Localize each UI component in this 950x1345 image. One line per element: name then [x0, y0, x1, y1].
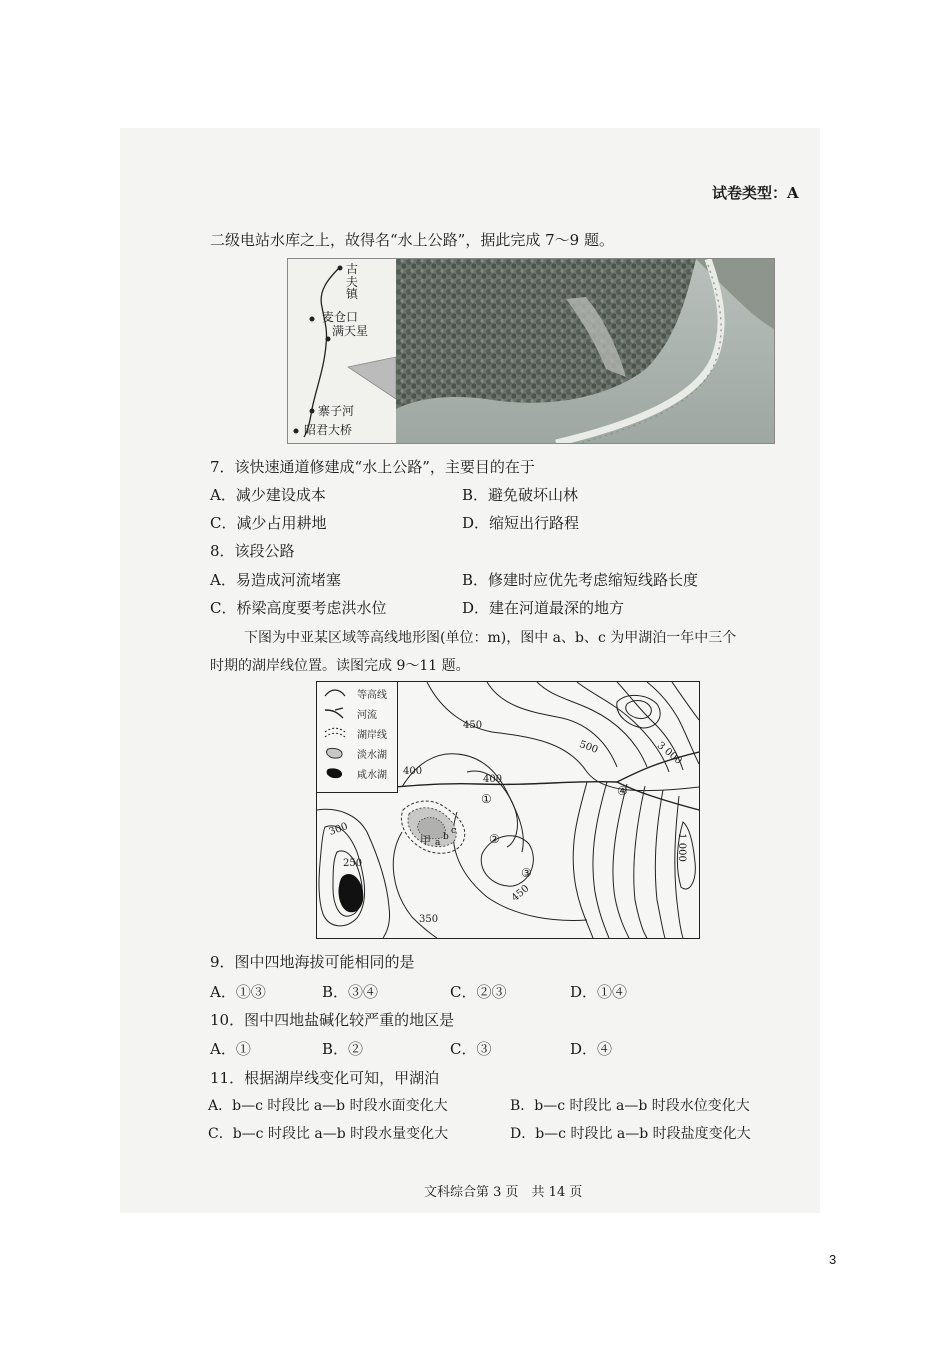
- q7-option-b: B．避免破坏山林: [462, 486, 579, 504]
- shoreline-symbol-icon: [323, 726, 347, 740]
- contour-symbol-icon: [323, 686, 347, 700]
- q7-stem: 7．该快速通道修建成“水上公路”，主要目的在于: [210, 458, 535, 476]
- q8-option-c: C．桥梁高度要考虑洪水位: [210, 599, 387, 617]
- contour-label-300: 300: [327, 821, 350, 838]
- q7-option-a: A．减少建设成本: [210, 486, 326, 504]
- stop-gufu: 古夫镇: [346, 262, 359, 302]
- lake-label-jia: 甲: [420, 834, 431, 847]
- freshwater-lake-icon: [323, 746, 347, 760]
- page-footer: 文科综合第 3 页 共 14 页: [424, 1185, 583, 1200]
- q7-option-d: D．缩短出行路程: [462, 514, 580, 532]
- stop-mantianxing: 满天星: [332, 324, 369, 338]
- route-diagram: [288, 259, 397, 443]
- contour-label-3000: 3 000: [654, 740, 684, 767]
- q8-option-a: A．易造成河流堵塞: [210, 571, 341, 589]
- point-label-3: ③: [521, 866, 532, 880]
- q10-stem: 10．图中四地盐碱化较严重的地区是: [210, 1011, 455, 1029]
- q8-option-b: B．修建时应优先考虑缩短线路长度: [462, 571, 699, 589]
- legend-river: 河流: [323, 706, 347, 720]
- q9-option-c: C．②③: [450, 983, 507, 1001]
- q8-option-d: D．建在河道最深的地方: [462, 599, 625, 617]
- q11-stem: 11．根据湖岸线变化可知，甲湖泊: [210, 1069, 440, 1087]
- lake-label-c: c: [451, 826, 457, 836]
- contour-label-400-left: 400: [403, 766, 423, 777]
- intro-text-1: 二级电站水库之上，故得名“水上公路”，据此完成 7～9 题。: [210, 231, 614, 249]
- point-label-1: ①: [481, 792, 492, 806]
- q10-option-d: D．④: [570, 1040, 613, 1058]
- contour-label-400-mid: 400: [483, 774, 503, 785]
- paper-type-label: 试卷类型：A: [712, 184, 799, 202]
- q9-option-a: A．①③: [210, 983, 266, 1001]
- intro-text-2-line2: 时期的湖岸线位置。读图完成 9～11 题。: [210, 658, 470, 674]
- contour-label-450-top: 450: [463, 720, 483, 731]
- water-road-figure: [287, 258, 775, 444]
- contour-label-250: 250: [343, 858, 363, 869]
- legend-freshwater-lake: 淡水湖: [323, 746, 347, 760]
- q10-option-c: C．③: [450, 1040, 492, 1058]
- q9-option-d: D．①④: [570, 983, 628, 1001]
- q11-option-a: A．b—c 时段比 a—b 时段水面变化大: [208, 1098, 448, 1114]
- q7-option-c: C．减少占用耕地: [210, 514, 327, 532]
- legend-saltwater-lake: 咸水湖: [323, 766, 347, 780]
- q11-option-d: D．b—c 时段比 a—b 时段盐度变化大: [510, 1126, 751, 1142]
- stop-zhaizihe: 寨子河: [318, 404, 355, 418]
- q10-option-b: B．②: [322, 1040, 364, 1058]
- contour-map: [316, 681, 700, 939]
- page-number: 3: [829, 1252, 837, 1267]
- saltwater-lake-icon: [323, 766, 347, 780]
- contour-label-350: 350: [419, 914, 439, 925]
- legend-contour: 等高线: [323, 686, 347, 700]
- q9-stem: 9．图中四地海拔可能相同的是: [210, 953, 415, 971]
- stop-maicangkou: 麦仓口: [322, 310, 359, 324]
- q9-option-b: B．③④: [322, 983, 379, 1001]
- aerial-photo: [396, 259, 774, 443]
- q10-option-a: A．①: [210, 1040, 251, 1058]
- legend-shoreline: 湖岸线: [323, 726, 347, 740]
- q11-option-b: B．b—c 时段比 a—b 时段水位变化大: [510, 1098, 750, 1114]
- stop-zhaojun-bridge: 昭君大桥: [304, 423, 353, 437]
- map-legend: [317, 682, 398, 793]
- lake-label-b: b: [443, 832, 449, 842]
- contour-label-450-hill: 450: [509, 883, 532, 904]
- callout-wedge: [348, 357, 396, 399]
- river-symbol-icon: [323, 706, 347, 720]
- intro-text-2-line1: 下图为中亚某区域等高线地形图(单位：m)，图中 a、b、c 为甲湖泊一年中三个: [244, 630, 737, 646]
- contour-label-500: 500: [577, 739, 600, 756]
- q8-stem: 8．该段公路: [210, 542, 295, 560]
- q11-option-c: C．b—c 时段比 a—b 时段水量变化大: [208, 1126, 449, 1142]
- lake-label-a: a: [435, 838, 441, 848]
- point-label-2: ②: [489, 832, 500, 846]
- point-label-4: ④: [617, 784, 628, 798]
- contour-label-1000: 1 000: [675, 833, 687, 862]
